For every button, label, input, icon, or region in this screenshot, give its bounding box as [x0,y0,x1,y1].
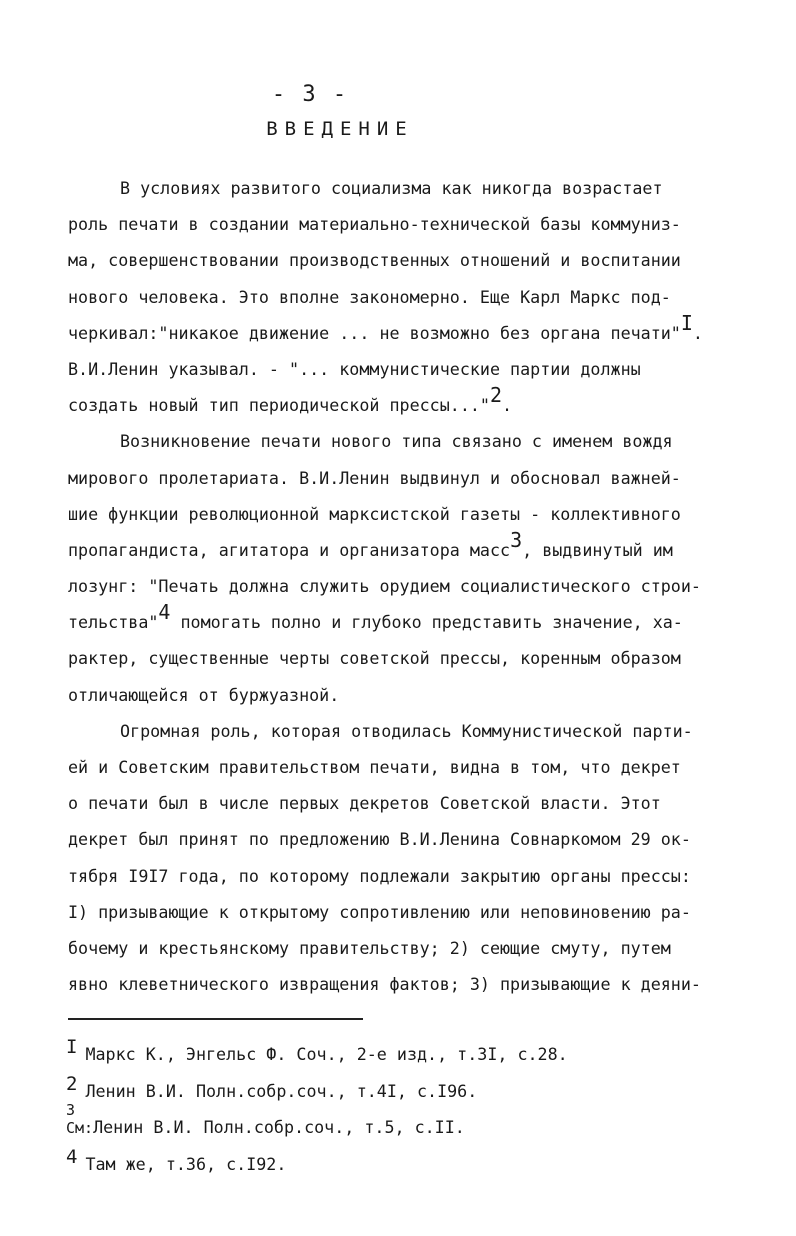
text-line: рактер, существенные черты советской прессы, коренным образом [68,648,681,669]
text-line: тельства"4 помогать полно и глубоко представить значение, ха- [68,600,683,633]
text-line: декрет был принят по предложению В.И.Ленина Совнаркомом 29 ок- [68,829,691,850]
footnote-ref: I [680,310,693,335]
text-line: лозунг: "Печать должна служить орудием социалистического строи- [68,576,701,597]
text-line: В.И.Ленин указывал. - "... коммунистические партии должны [68,358,641,379]
text-line: роль печати в создании материально-технической базы коммуниз- [68,214,681,235]
text-line: I) призывающие к открытому сопротивлению или неповиновению ра- [68,901,691,922]
footnote-prefix: См: [66,1119,94,1137]
footnote-mark: 2 [66,1072,78,1095]
body-text [68,170,738,1002]
footnote-item: 3 См:Ленин В.И. Полн.собр.соч., т.5, с.II. [66,1109,746,1146]
footnote-mark: I [66,1036,78,1058]
text-line: явно клеветнического извращения фактов; 3) призывающие к деяни- [68,974,701,995]
footnote-item: 4 Там же, т.36, с.I92. [66,1145,287,1174]
footnotes [66,1036,746,1182]
text-line: бочему и крестьянскому правительству; 2) сеющие смуту, путем [68,937,671,958]
footnote-ref: 3 [510,527,523,552]
footnote-item: I Маркс К., Энгельс Ф. Соч., 2-е изд., т.3I, с.28. [66,1036,568,1064]
text-line: о печати был в числе первых декретов Советской власти. Этот [68,793,661,814]
text-line: нового человека. Это вполне закономерно. Еще Карл Маркс под- [68,286,671,307]
footnote-mark: 3 [66,1101,76,1119]
text-line: тября I9I7 года, по которому подлежали закрытию органы прессы: [68,865,691,886]
footnote-ref: 4 [158,600,171,625]
text-line: пропагандиста, агитатора и организатора масс3, выдвинутый им [68,527,673,560]
text-line: черкивал:"никакое движение ... не возможно без органа печати"I. [68,310,703,343]
text-line: ма, совершенствовании производственных отношений и воспитании [68,250,681,271]
footnote-divider [68,1018,363,1020]
text-line: В условиях развитого социализма как никогда возрастает [120,178,663,198]
text-line: отличающейся от буржуазной. [68,684,340,705]
page-title: ВВЕДЕНИЕ [266,118,414,140]
footnote-mark: 4 [66,1145,78,1168]
footnote-ref: 2 [489,383,503,408]
footnote-item: 2 Ленин В.И. Полн.собр.соч., т.4I, с.I96. [66,1072,478,1101]
text-line: Возникновение печати нового типа связано с именем вождя [120,431,673,452]
text-line: шие функции революционной марксистской газеты - коллективного [68,503,681,524]
page-number: - 3 - [271,82,349,107]
text-line: мирового пролетариата. В.И.Ленин выдвинул и обосновал важней- [68,467,681,488]
text-line: создать новый тип периодической прессы..."2. [68,383,513,416]
text-line: ей и Советским правительством печати, видна в том, что декрет [68,757,681,777]
text-line: Огромная роль, которая отводилась Коммунистической парти- [120,720,693,741]
